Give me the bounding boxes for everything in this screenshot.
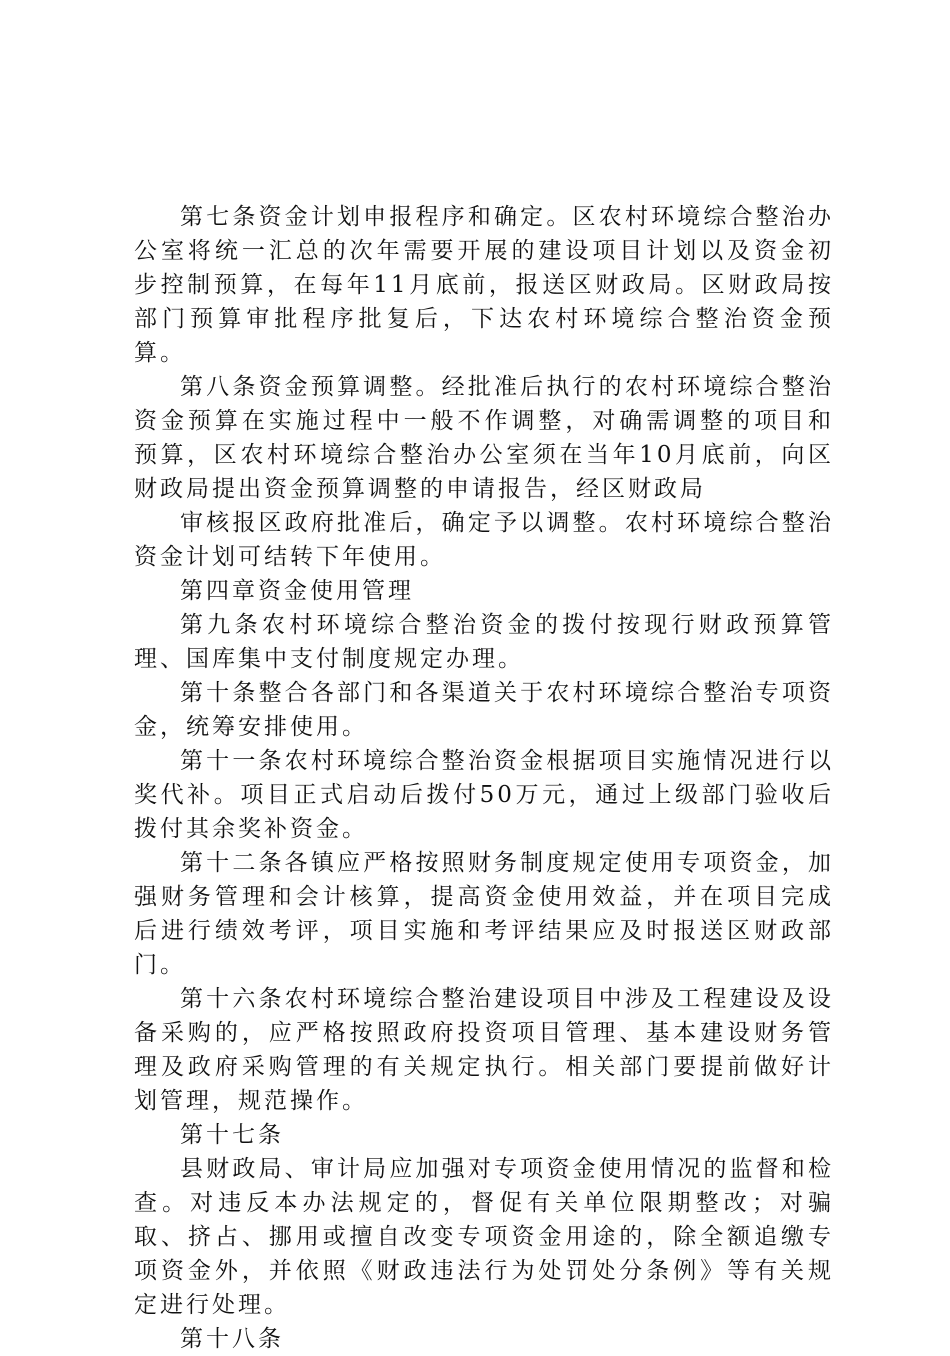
paragraph-article-7: 第七条资金计划申报程序和确定。区农村环境综合整治办公室将统一汇总的次年需要开展的建设项目计划以及资金初步控制预算，在每年11月底前，报送区财政局。区财政局按部门预算审批程序批复后，下达农村环境综合整治资金预算。	[134, 204, 834, 366]
paragraph-article-10: 第十条整合各部门和各渠道关于农村环境综合整治专项资金，统筹安排使用。	[134, 680, 834, 740]
paragraph-article-12: 第十二条各镇应严格按照财务制度规定使用专项资金，加强财务管理和会计核算，提高资金使用效益，并在项目完成后进行绩效考评，项目实施和考评结果应及时报送区财政部门。	[134, 850, 834, 978]
heading-article-17: 第十七条	[180, 1122, 284, 1148]
document-body	[134, 200, 834, 1356]
chapter-heading: 第四章资金使用管理	[180, 578, 414, 604]
heading-article-18: 第十八条	[180, 1326, 284, 1352]
paragraph-article-8-continued: 审核报区政府批准后，确定予以调整。农村环境综合整治资金计划可结转下年使用。	[134, 510, 834, 570]
paragraph-article-8: 第八条资金预算调整。经批准后执行的农村环境综合整治资金预算在实施过程中一般不作调整，对确需调整的项目和预算，区农村环境综合整治办公室须在当年10月底前，向区财政局提出资金预算调整的申请报告，经区财政局	[134, 374, 834, 502]
paragraph-article-17-body: 县财政局、审计局应加强对专项资金使用情况的监督和检查。对违反本办法规定的，督促有关单位限期整改；对骗取、挤占、挪用或擅自改变专项资金用途的，除全额追缴专项资金外，并依照《财政违法行为处罚处分条例》等有关规定进行处理。	[134, 1156, 834, 1318]
paragraph-article-9: 第九条农村环境综合整治资金的拨付按现行财政预算管理、国库集中支付制度规定办理。	[134, 612, 834, 672]
paragraph-article-16: 第十六条农村环境综合整治建设项目中涉及工程建设及设备采购的，应严格按照政府投资项目管理、基本建设财务管理及政府采购管理的有关规定执行。相关部门要提前做好计划管理，规范操作。	[134, 986, 834, 1114]
paragraph-article-11: 第十一条农村环境综合整治资金根据项目实施情况进行以奖代补。项目正式启动后拨付50万元，通过上级部门验收后拨付其余奖补资金。	[134, 748, 834, 842]
